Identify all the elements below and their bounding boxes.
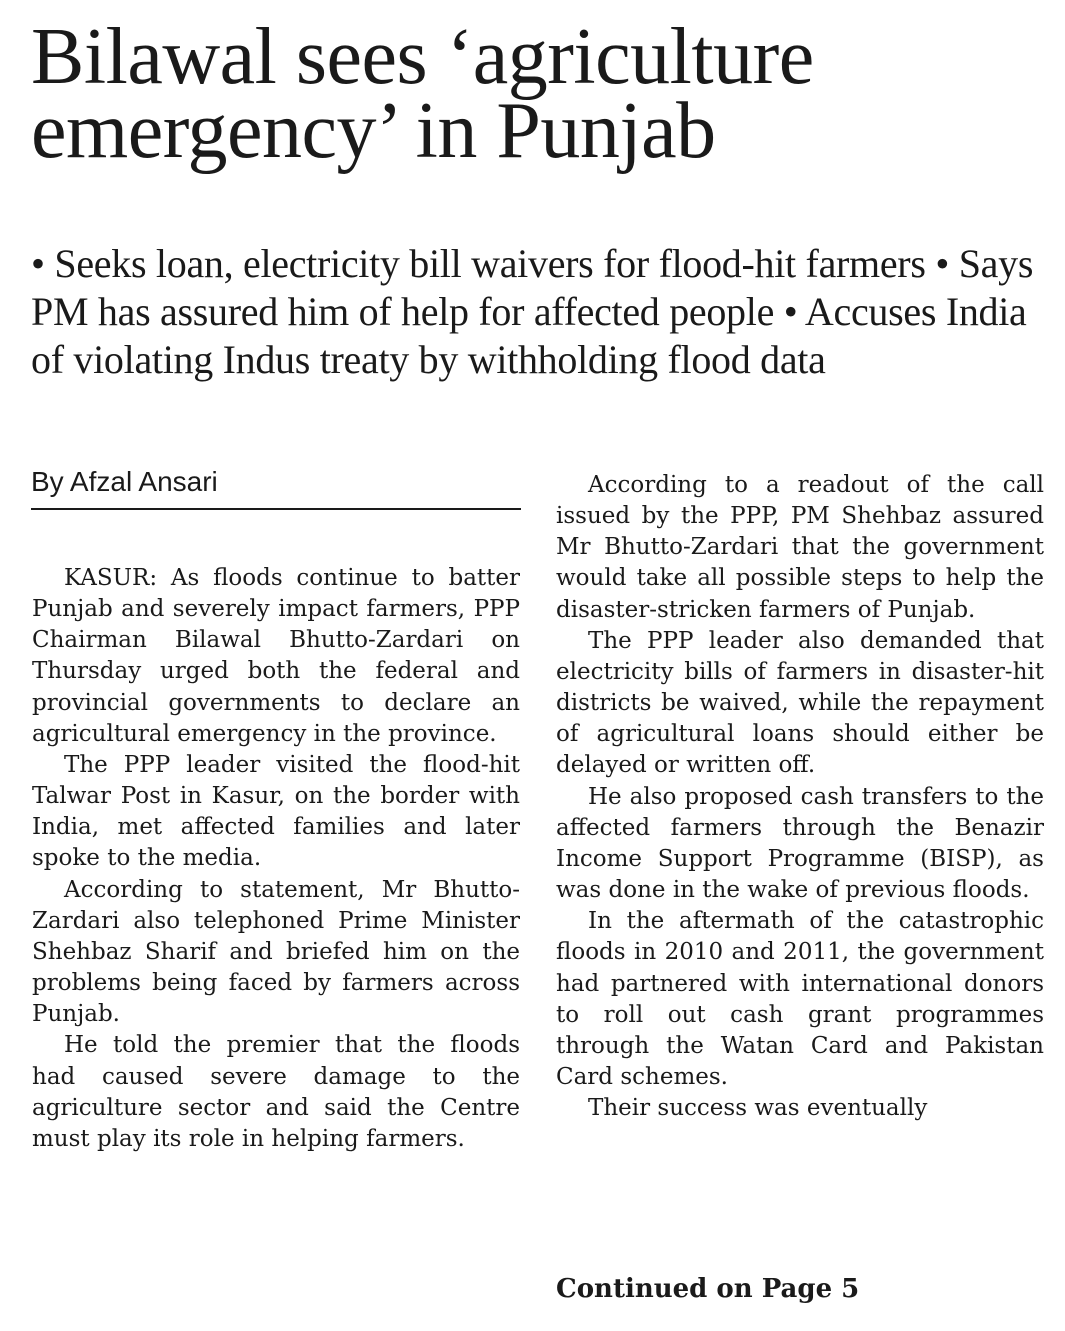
paragraph: The PPP leader visited the flood-hit Talwar Post in Kasur, on the border with India, met affected families and later spoke to the media. [32, 751, 520, 872]
byline: By Afzal Ansari [31, 466, 218, 497]
deck-point-1: • Seeks loan, electricity bill waivers for flood-hit farmers [31, 241, 926, 286]
headline: Bilawal sees ‘agriculture emergency’ in Punjab [31, 13, 814, 175]
body-column-left [32, 563, 520, 1155]
paragraph: The PPP leader also demanded that electricity bills of farmers in disaster-hit districts be waived, while the repayment of agricultural loans should either be delayed or written off. [556, 627, 1044, 779]
body-column-right [556, 470, 1044, 1124]
deck [31, 240, 1041, 384]
paragraph: Their success was eventually [588, 1095, 928, 1122]
paragraph: According to statement, Mr Bhutto-Zardari also telephoned Prime Minister Shehbaz Sharif and briefed him on the problems being faced by farmers across Punjab. [32, 876, 520, 1028]
paragraph: He also proposed cash transfers to the affected farmers through the Benazir Income Support Programme (BISP), as was done in the wake of previous floods. [556, 783, 1044, 904]
continued-on-page[interactable]: Continued on Page 5 [556, 1274, 860, 1304]
deck-point-2: • Says PM has assured him of help for affected people [31, 241, 1034, 334]
paragraph: In the aftermath of the catastrophic floods in 2010 and 2011, the government had partnered with international donors to roll out cash grant programmes through the Watan Card and Pakistan Card schemes. [556, 908, 1044, 1090]
paragraph: He told the premier that the floods had caused severe damage to the agriculture sector and said the Centre must play its role in helping farmers. [32, 1032, 520, 1152]
paragraph: KASUR: As floods continue to batter Punjab and severely impact farmers, PPP Chairman Bilawal Bhutto-Zardari on Thursday urged both the federal and provincial governments to declare an agricultural emergency in the province. [32, 565, 520, 747]
paragraph: According to a readout of the call issued by the PPP, PM Shehbaz assured Mr Bhutto-Zardari that the government would take all possible steps to help the disaster-stricken farmers of Punjab. [556, 472, 1044, 623]
deck-point-3: • Accuses India of violating Indus treaty by withholding flood data [31, 289, 1027, 382]
byline-rule [31, 508, 521, 510]
